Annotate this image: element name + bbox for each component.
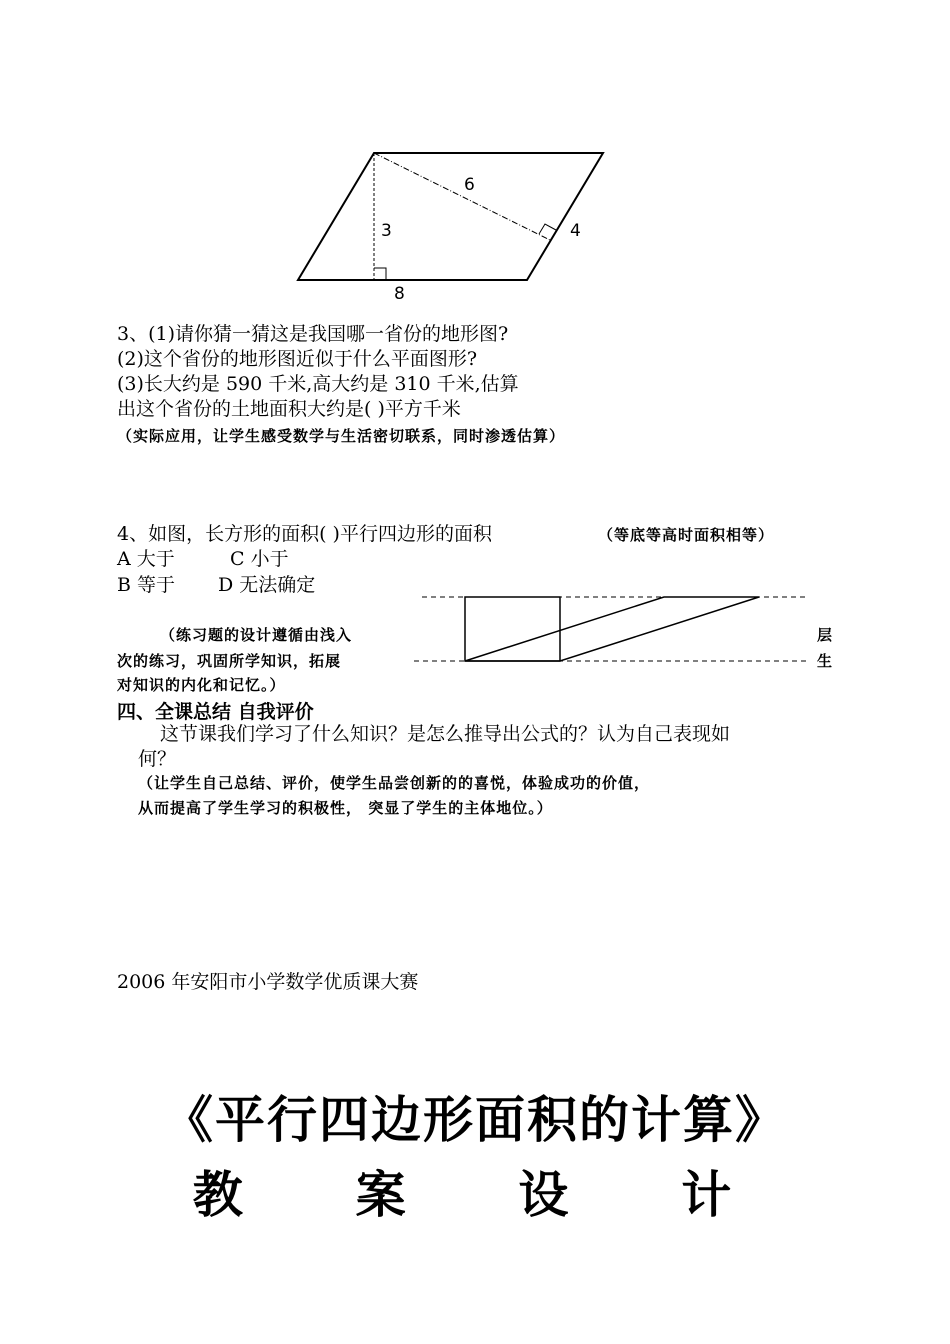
parallelogram-figure — [280, 140, 620, 310]
practice-note-line-1: （练习题的设计遵循由浅入 — [160, 626, 353, 644]
contest-caption: 2006 年安阳市小学数学优质课大赛 — [117, 971, 419, 993]
practice-note-line-1-end: 层 — [817, 626, 834, 644]
rectangle-parallelogram-figure — [414, 590, 816, 670]
parallelogram-outline — [298, 153, 603, 280]
label-three: 3 — [381, 221, 392, 241]
q4-option-a: A 大于 — [117, 548, 175, 570]
label-eight: 8 — [394, 284, 405, 304]
q4-option-d: D 无法确定 — [218, 574, 316, 596]
label-six: 6 — [464, 175, 475, 195]
section-4-heading: 四、全课总结 自我评价 — [117, 701, 314, 723]
q4-stem: 4、如图，长方形的面积( )平行四边形的面积 — [117, 523, 492, 545]
q3-line-4: 出这个省份的土地面积大约是( )平方千米 — [117, 398, 461, 420]
q3-line-2: (2)这个省份的地形图近似于什么平面图形? — [117, 348, 478, 370]
q3-line-3: (3)长大约是 590 千米,高大约是 310 千米,估算 — [117, 373, 519, 395]
q4-option-b: B 等于 — [117, 574, 176, 596]
practice-note-line-2: 次的练习，巩固所学知识，拓展 — [117, 652, 342, 670]
q4-option-c: C 小于 — [230, 548, 289, 570]
q3-teaching-note: （实际应用，让学生感受数学与生活密切联系，同时渗透估算） — [117, 427, 566, 445]
section-4-note-line-1: （让学生自己总结、评价，使学生品尝创新的的喜悦，体验成功的价值， — [138, 774, 651, 792]
right-angle-mark-base — [374, 268, 386, 280]
q4-stem-note: （等底等高时面积相等） — [598, 526, 775, 544]
rectangle-shape — [465, 597, 560, 661]
practice-note-line-2-end: 生 — [817, 652, 834, 670]
lesson-subtitle: 教 案 设 计 — [192, 1165, 758, 1224]
height-to-side — [374, 153, 550, 240]
section-4-body-line-1: 这节课我们学习了什么知识？是怎么推导出公式的？认为自己表现如 — [160, 723, 731, 745]
lesson-title: 《平行四边形面积的计算》 — [163, 1090, 787, 1149]
parallelogram-shape — [465, 597, 759, 661]
section-4-body-line-2: 何？ — [138, 748, 177, 770]
q3-line-1: 3、(1)请你猜一猜这是我国哪一省份的地形图? — [117, 323, 509, 345]
right-angle-mark-side — [539, 224, 556, 234]
label-four: 4 — [570, 221, 581, 241]
section-4-note-line-2: 从而提高了学生学习的积极性， 突显了学生的主体地位。） — [138, 799, 553, 817]
practice-note-line-3: 对知识的内化和记忆。） — [117, 676, 286, 694]
